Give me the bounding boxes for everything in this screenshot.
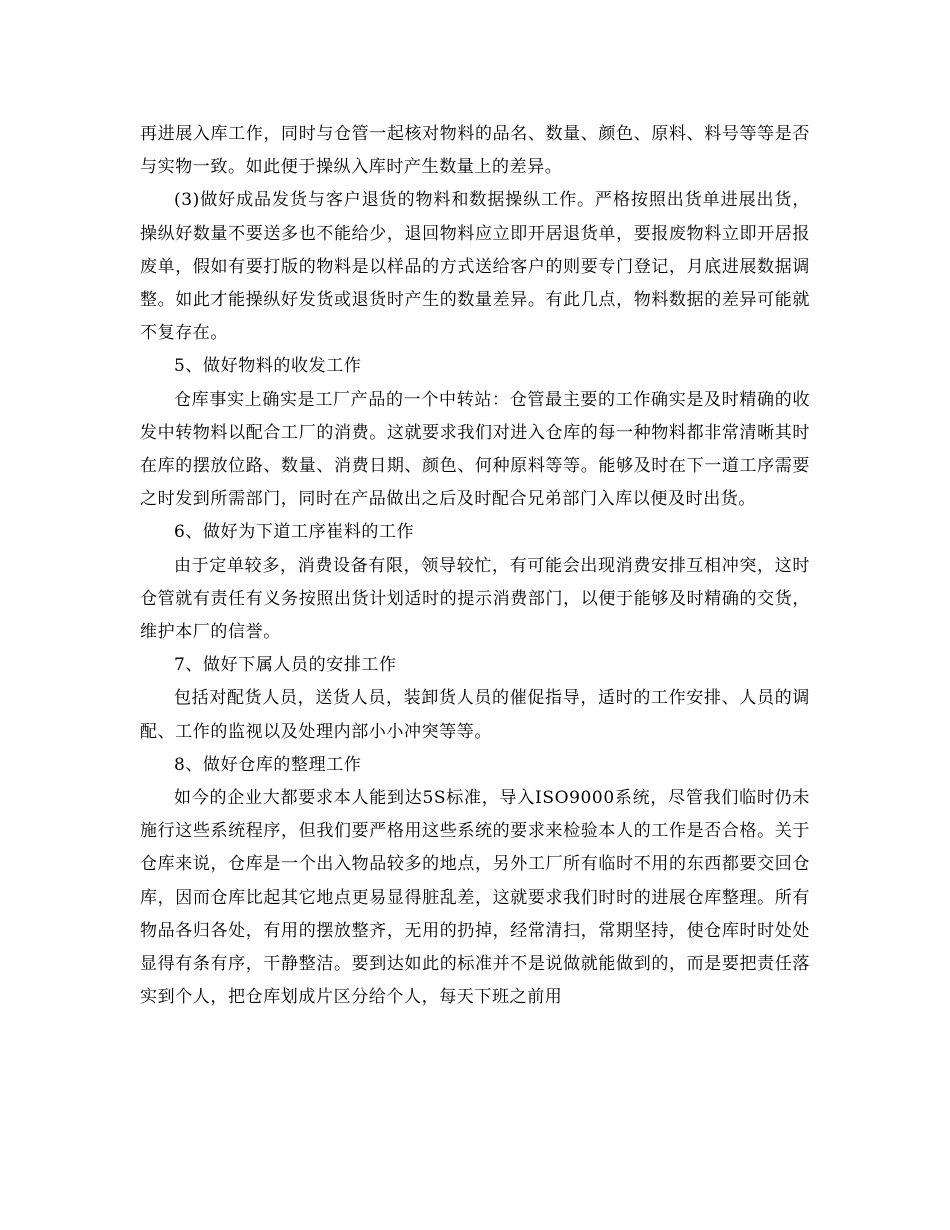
paragraph-shipping-returns: (3)做好成品发货与客户退货的物料和数据操纵工作。严格按照出货单进展出货，操纵好数量不要送多也不能给少，退回物料应立即开居退货单，要报废物料立即开居报废单，假如有要打版的物料是以样品的方式送给客户的则要专门登记，月底进展数据调整。如此才能操纵好发货或退货时产生的数量差异。有此几点，物料数据的差异可能就不复存在。 — [140, 190, 810, 344]
section-heading-6: 6、做好为下道工序崔料的工作 — [174, 522, 415, 543]
paragraph-warehouse-tidying: 如今的企业大都要求本人能到达5S标准，导入ISO9000系统，尽管我们临时仍未施行这些系统程序，但我们要严格用这些系统的要求来检验本人的工作是否合格。关于仓库来说，仓库是一个出入物品较多的地点，另外工厂所有临时不用的东西都要交回仓库，因而仓库比起其它地点更易显得脏乱差，这就要求我们时时的进展仓库整理。所有物品各归各处，有用的摆放整齐，无用的扔掉，经常清扫，常期坚持，使仓库时时处处显得有条有序，干静整洁。要到达如此的标准并不是说做就能做到的，而是要把责任落实到个人，把仓库划成片区分给个人，每天下班之前用 — [140, 788, 810, 1008]
paragraph-next-process: 由于定单较多，消费设备有限，领导较忙，有可能会出现消费安排互相冲突，这时仓管就有责任有义务按照出货计划适时的提示消费部门，以便于能够及时精确的交货，维护本厂的信誉。 — [140, 555, 810, 643]
section-heading-7: 7、做好下属人员的安排工作 — [174, 655, 397, 676]
section-heading-5: 5、做好物料的收发工作 — [174, 356, 362, 377]
paragraph-receiving-issuing: 仓库事实上确实是工厂产品的一个中转站：仓管最主要的工作确实是及时精确的收发中转物料以配合工厂的消费。这就要求我们对进入仓库的每一种物料都非常清晰其时在库的摆放位路、数量、消费日期、颜色、何种原料等等。能够及时在下一道工序需要之时发到所需部门，同时在产品做出之后及时配合兄弟部门入库以便及时出货。 — [140, 389, 810, 510]
paragraph-staff-arrangement: 包括对配货人员，送货人员，装卸货人员的催促指导，适时的工作安排、人员的调配、工作的监视以及处理内部小小冲突等等。 — [140, 688, 810, 742]
document-page — [140, 118, 810, 1014]
section-heading-8: 8、做好仓库的整理工作 — [174, 754, 362, 775]
paragraph-continuation: 再进展入库工作，同时与仓管一起核对物料的品名、数量、颜色、原料、料号等等是否与实物一致。如此便于操纵入库时产生数量上的差异。 — [140, 124, 810, 178]
